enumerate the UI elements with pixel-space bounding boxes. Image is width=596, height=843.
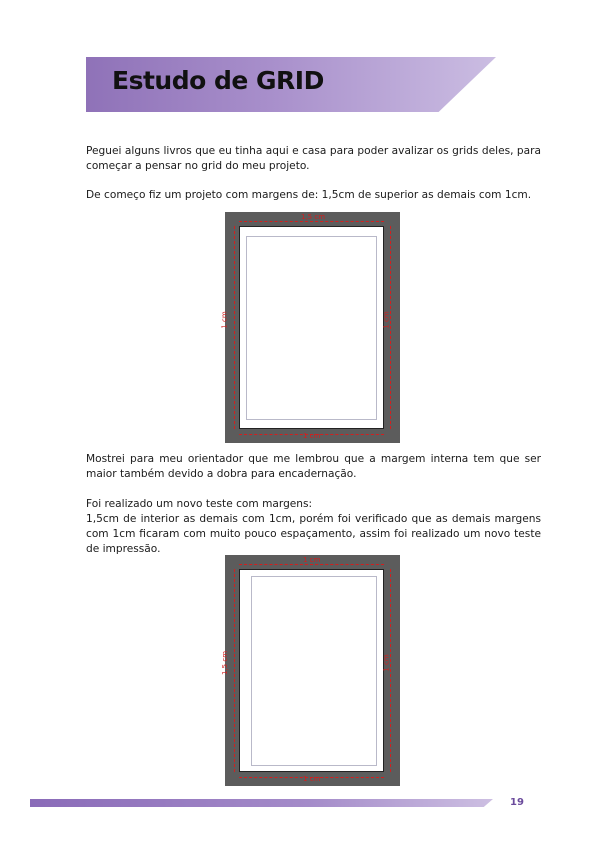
margin-box xyxy=(251,576,377,766)
paragraph-new-test: Foi realizado um novo teste com margens: xyxy=(86,498,313,510)
dimension-label-right: 1 cm xyxy=(382,654,391,672)
paragraph-first-margins: De começo fiz um projeto com margens de: 1,5cm de superior as demais com 1cm. xyxy=(86,189,532,201)
dimension-guide xyxy=(239,564,384,565)
dimension-label-right: 1 cm xyxy=(382,311,391,329)
page-sheet xyxy=(239,226,384,429)
page-title: Estudo de GRID xyxy=(112,66,324,95)
dimension-label-bottom: 1 cm xyxy=(303,775,321,783)
dimension-guide xyxy=(239,221,384,222)
dimension-label-top: 1,5 cm xyxy=(301,213,326,221)
dimension-guide xyxy=(234,569,235,772)
dimension-guide xyxy=(234,226,235,429)
dimension-label-left: 1,5 cm xyxy=(221,650,230,676)
footer-bar xyxy=(30,799,493,807)
dimension-label-bottom: 1 cm xyxy=(303,432,321,440)
grid-figure-2 xyxy=(221,555,400,786)
margin-box xyxy=(246,236,377,420)
dimension-label-top: 1 cm xyxy=(303,556,321,564)
paragraph-intro: Peguei alguns livros que eu tinha aqui e casa para poder avalizar os grids deles, para começar a pensar no grid do meu projeto. xyxy=(86,145,541,172)
dimension-label-left: 1 cm xyxy=(220,311,229,329)
page-sheet xyxy=(239,569,384,772)
page-number: 19 xyxy=(510,797,524,808)
paragraph-second-margins: 1,5cm de interior as demais com 1cm, porém foi verificado que as demais margens com 1cm ficaram com muito pouco espaçamento, assim foi realizado um novo teste de impressão. xyxy=(86,513,541,555)
paragraph-advisor-note: Mostrei para meu orientador que me lembrou que a margem interna tem que ser maior também devido a dobra para encadernação. xyxy=(86,453,541,480)
grid-figure-1 xyxy=(220,212,400,443)
